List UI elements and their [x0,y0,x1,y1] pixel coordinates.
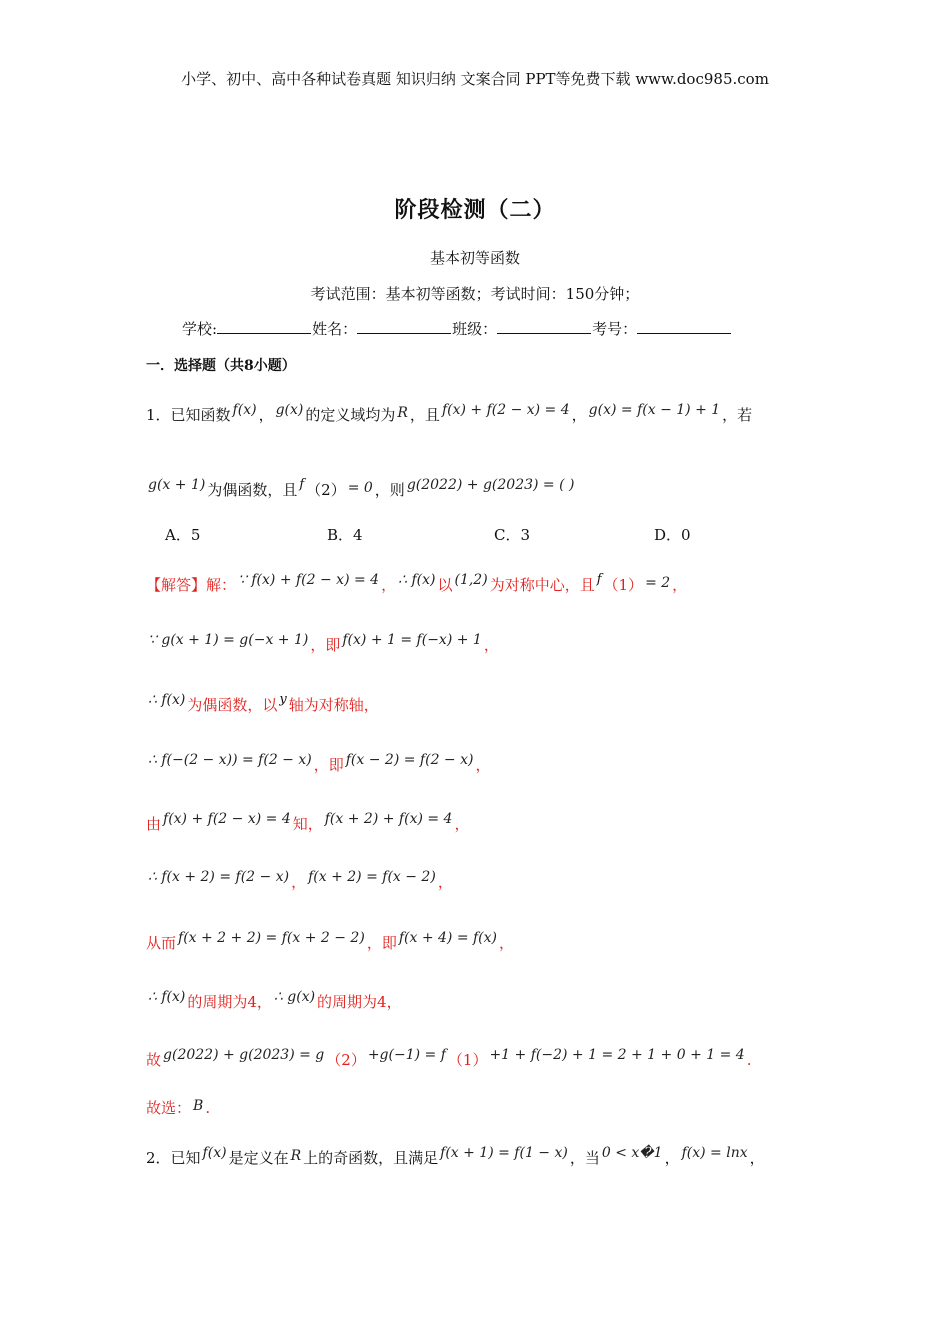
class-blank [497,319,591,334]
solution-line-2: ∵ g(x + 1) = g(−x + 1) ，即 f(x) + 1 = f(−x) + 1 ， [148,632,499,654]
exam-range: 考试范围：基本初等函数；考试时间：150分钟； [310,285,640,303]
solution-line-8: ∴ f(x) 的周期为4， ∴ g(x) 的周期为4， [148,989,402,1011]
student-info [182,318,732,339]
school-label: 学校: [182,320,218,338]
school-blank [217,319,311,334]
page-header: 小学、初中、高中各种试卷真题 知识归纳 文案合同 PPT等免费下载 www.doc985.com [181,70,769,88]
class-label: 班级： [452,320,498,338]
number-blank [637,319,731,334]
question-2-line-1: 2．已知 f(x) 是定义在 R 上的奇函数，且满足 f(x + 1) = f(1 − x) ，当 0 < x�1 ， f(x) = lnx ， [146,1145,765,1167]
question-1-line-2: g(x + 1) 为偶函数，且 f （2） = 0 ，则 g(2022) + g(2023) = ( ) [148,477,575,499]
option-d: D．0 [654,526,691,544]
solution-line-9: 故 g(2022) + g(2023) = g （2） +g(−1) = f （1） +1 + f(−2) + 1 = 2 + 1 + 0 + 1 = 4 . [146,1047,752,1069]
solution-line-1: 【解答】解： ∵ f(x) + f(2 − x) = 4 ， ∴ f(x) 以 (1,2) 为对称中心，且 f （1） = 2 ， [146,572,688,594]
name-label: 姓名： [312,320,358,338]
solution-line-7: 从而 f(x + 2 + 2) = f(x + 2 − 2) ，即 f(x + 4) = f(x) ， [146,930,515,952]
solution-line-6: ∴ f(x + 2) = f(2 − x) ， f(x + 2) = f(x − 2) ， [148,869,453,891]
solution-line-10: 故选： B . [146,1098,211,1117]
solution-line-4: ∴ f(−(2 − x)) = f(2 − x) ，即 f(x − 2) = f(2 − x) ， [148,752,491,774]
page-subtitle: 基本初等函数 [429,249,520,267]
option-b: B．4 [327,526,363,544]
solution-tag: 【解答】解： [146,576,237,594]
solution-line-3: ∴ f(x) 为偶函数，以 y 轴为对称轴， [148,692,379,714]
option-a: A．5 [165,526,201,544]
question-1-line-1: 1．已知函数 f(x) ， g(x) 的定义域均为 R ，且 f(x) + f(2 − x) = 4 ， g(x) = f(x − 1) + 1 ，若 [146,402,753,424]
name-blank [357,319,451,334]
page-title: 阶段检测（二） [394,197,556,223]
section-heading: 一．选择题（共8小题） [146,358,296,374]
option-c: C．3 [494,526,531,544]
solution-line-5: 由 f(x) + f(2 − x) = 4 知， f(x + 2) + f(x) = 4 ， [146,811,470,833]
number-label: 考号： [592,320,638,338]
